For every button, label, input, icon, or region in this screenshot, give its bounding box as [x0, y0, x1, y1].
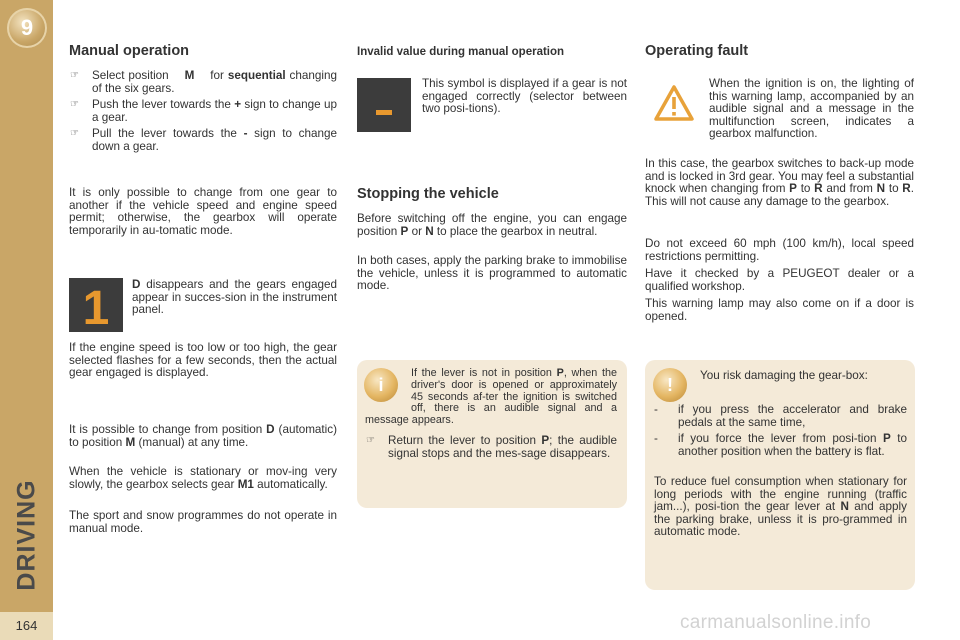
fault-paragraph-1: In this case, the gearbox switches to back-up mode and is locked in 3rd gear. You may feel a substantial knock when changing from P to R and from N to R. This will not cause any damage to the gearbox. [645, 157, 914, 208]
d-note: D disappears and the gears engaged appear in succes-sion in the instrument panel. [132, 278, 337, 317]
fault-paragraph-4: This warning lamp may also come on if a door is opened. [645, 297, 914, 323]
fault-paragraph-2: Do not exceed 60 mph (100 km/h), local speed restrictions permitting. [645, 237, 914, 263]
heading-manual-operation: Manual operation [69, 43, 190, 59]
info-icon: i [364, 368, 398, 402]
pointer-bullet-icon: ☞ [70, 99, 79, 111]
caution-list [654, 404, 907, 462]
heading-invalid-value: Invalid value during manual operation [357, 46, 565, 58]
manual-operation-list [69, 70, 337, 158]
info-text: If the lever is not in position P, when the driver's door is opened or approximately 45 seconds af-ter the ignition is switched off, there is an audible signal and a message appears. [365, 367, 617, 427]
info-box [357, 360, 627, 508]
manual-paragraph-2: If the engine speed is too low or too high, the gear selected flashes for a few seconds, then the actual gear engaged is displayed. [69, 341, 337, 380]
heading-stopping-vehicle: Stopping the vehicle [357, 186, 499, 202]
invalid-gear-icon [357, 78, 411, 132]
pointer-bullet-icon: ☞ [366, 435, 375, 446]
section-title [5, 470, 49, 600]
invalid-value-text: This symbol is displayed if a gear is not engaged correctly (selector between two posi-tions). [422, 77, 627, 116]
manual-paragraph-1: It is only possible to change from one gear to another if the vehicle speed and engine speed permit; otherwise, the gearbox will operate temporarily in au-tomatic mode. [69, 186, 337, 237]
stopping-paragraph-1: Before switching off the engine, you can engage position P or N to place the gearbox in neutral. [357, 212, 627, 238]
pointer-bullet-icon: ☞ [70, 70, 79, 81]
caution-intro: You risk damaging the gear-box: [700, 369, 868, 382]
caution-icon: ! [653, 368, 687, 402]
fault-paragraph-3: Have it checked by a PEUGEOT dealer or a qualified workshop. [645, 267, 914, 293]
chapter-badge [7, 8, 47, 48]
caution-final-text: To reduce fuel consumption when stationary for long periods with the engine running (traffic jam...), posi-tion the gear lever at N and apply the parking brake, unless it is pro-grammed in automatic mode. [654, 475, 908, 539]
gear-display-icon [69, 278, 123, 335]
list-item: ☞ Pull the lever towards the - sign to change down a gear. [70, 127, 337, 153]
page-number: 164 [0, 612, 53, 640]
warning-lamp-text: When the ignition is on, the lighting of this warning lamp, accompanied by an audible signal and a message in the multifunction screen, indicates a gearbox malfunction. [709, 77, 914, 141]
manual-paragraph-4: When the vehicle is stationary or mov-ing very slowly, the gearbox selects gear M1 automatically. [69, 465, 337, 491]
manual-paragraph-3: It is possible to change from position D (automatic) to position M (manual) at any time. [69, 423, 338, 449]
info-list [365, 435, 617, 464]
heading-operating-fault: Operating fault [645, 43, 749, 59]
list-item: ☞ Push the lever towards the + sign to change up a gear. [70, 98, 337, 124]
list-item: ☞ Select position M for sequential changing of the six gears. [70, 69, 337, 95]
pointer-bullet-icon: ☞ [70, 128, 79, 140]
dash-symbol [376, 110, 392, 115]
list-item: - if you press the accelerator and brake pedals at the same time, [654, 403, 907, 429]
list-item: ☞ Return the lever to position P; the audible signal stops and the mes-sage disappears. [366, 434, 617, 460]
chapter-number: 9 [20, 15, 34, 40]
stopping-paragraph-2: In both cases, apply the parking brake to immobilise the vehicle, unless it is programmed to automatic mode. [357, 254, 627, 293]
caution-box [645, 360, 915, 590]
gear-digit: 1 [82, 282, 110, 335]
list-item: - if you force the lever from posi-tion P to another position when the battery is flat. [654, 432, 907, 458]
watermark: carmanualsonline.info [680, 612, 872, 633]
warning-triangle-icon [653, 84, 695, 122]
manual-paragraph-5: The sport and snow programmes do not operate in manual mode. [69, 509, 337, 535]
section-title-text: DRIVING [12, 479, 41, 591]
